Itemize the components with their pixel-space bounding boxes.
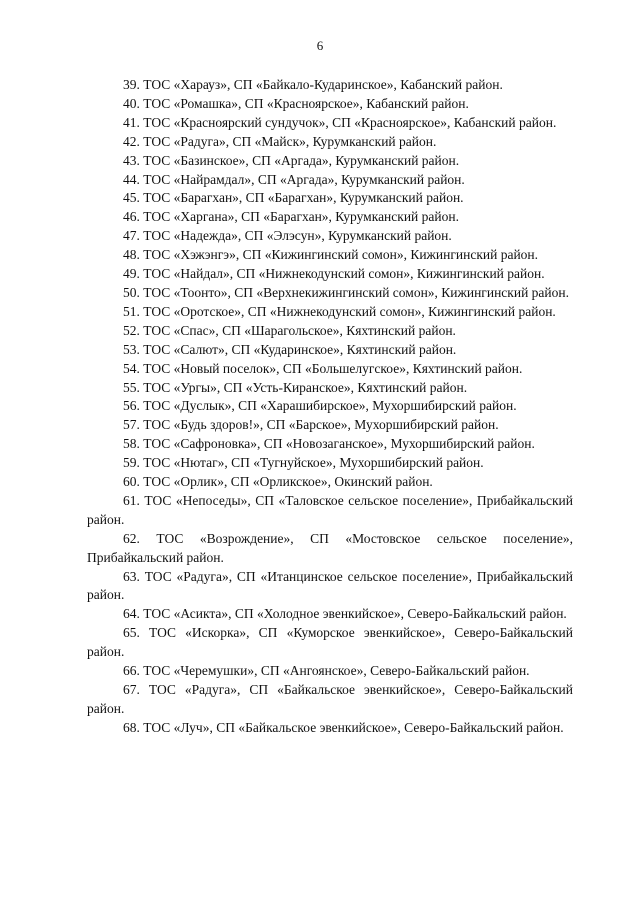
page-number: 6 bbox=[316, 38, 324, 53]
list-entry-55: 55. ТОС «Ургы», СП «Усть-Киранское», Кяхтинский район. bbox=[123, 379, 468, 395]
list-entry-66: 66. ТОС «Черемушки», СП «Ангоянское», Северо-Байкальский район. bbox=[123, 663, 530, 679]
list-entry-62: 62. ТОС «Возрождение», СП «Мостовское сельское поселение», Прибайкальский район. bbox=[87, 530, 573, 565]
list-entry-56: 56. ТОС «Дуслык», СП «Харашибирское», Мухоршибирский район. bbox=[123, 398, 517, 414]
list-entry-67: 67. ТОС «Радуга», СП «Байкальское эвенкийское», Северо-Байкальский район. bbox=[87, 682, 573, 716]
list-entry-64: 64. ТОС «Асикта», СП «Холодное эвенкийское», Северо-Байкальский район. bbox=[123, 606, 567, 622]
list-entry-48: 48. ТОС «Хэжэнгэ», СП «Кижингинский сомон», Кижингинский район. bbox=[123, 247, 539, 263]
list-entry-49: 49. ТОС «Найдал», СП «Нижнекодунский сомон», Кижингинский район. bbox=[123, 266, 545, 282]
list-entry-41: 41. ТОС «Красноярский сундучок», СП «Красноярское», Кабанский район. bbox=[123, 114, 557, 130]
list-entry-46: 46. ТОС «Харгана», СП «Барагхан», Курумканский район. bbox=[123, 209, 459, 225]
list-entry-57: 57. ТОС «Будь здоров!», СП «Барское», Мухоршибирский район. bbox=[123, 417, 499, 433]
list-entry-50: 50. ТОС «Тоонто», СП «Верхнекижингинский сомон», Кижингинский район. bbox=[123, 284, 569, 300]
list-entry-44: 44. ТОС «Найрамдал», СП «Аргада», Курумканский район. bbox=[123, 171, 465, 187]
list-entry-59: 59. ТОС «Нютаг», СП «Тугнуйское», Мухоршибирский район. bbox=[123, 455, 484, 471]
list-entry-68: 68. ТОС «Луч», СП «Байкальское эвенкийское», Северо-Байкальский район. bbox=[123, 719, 564, 735]
list-entry-65: 65. ТОС «Искорка», СП «Куморское эвенкийское», Северо-Байкальский район. bbox=[87, 625, 573, 660]
list-entry-63: 63. ТОС «Радуга», СП «Итанцинское сельское поселение», Прибайкальский район. bbox=[87, 568, 573, 603]
list-entry-60: 60. ТОС «Орлик», СП «Орликское», Окинский район. bbox=[123, 474, 433, 490]
list-entry-45: 45. ТОС «Барагхан», СП «Барагхан», Курумканский район. bbox=[123, 190, 464, 206]
list-entry-47: 47. ТОС «Надежда», СП «Элэсун», Курумканский район. bbox=[123, 228, 452, 244]
list-entry-39: 39. ТОС «Харауз», СП «Байкало-Кударинское», Кабанский район. bbox=[123, 77, 503, 92]
list-entry-42: 42. ТОС «Радуга», СП «Майск», Курумканский район. bbox=[123, 133, 437, 149]
list-entry-43: 43. ТОС «Базинское», СП «Аргада», Курумканский район. bbox=[123, 152, 460, 168]
list-entry-54: 54. ТОС «Новый поселок», СП «Большелугское», Кяхтинский район. bbox=[123, 360, 523, 376]
list-entry-40: 40. ТОС «Ромашка», СП «Красноярское», Кабанский район. bbox=[123, 95, 469, 111]
list-entry-61: 61. ТОС «Непоседы», СП «Таловское сельское поселение», Прибайкальский район. bbox=[87, 492, 573, 527]
list-entry-51: 51. ТОС «Оротское», СП «Нижнекодунский сомон», Кижингинский район. bbox=[123, 303, 556, 319]
list-entry-52: 52. ТОС «Спас», СП «Шарагольское», Кяхтинский район. bbox=[123, 322, 456, 338]
list-entry-58: 58. ТОС «Сафроновка», СП «Новозаганское», Мухоршибирский район. bbox=[123, 436, 535, 452]
list-entry-53: 53. ТОС «Салют», СП «Кударинское», Кяхтинский район. bbox=[123, 341, 457, 357]
entry-list bbox=[87, 76, 573, 738]
